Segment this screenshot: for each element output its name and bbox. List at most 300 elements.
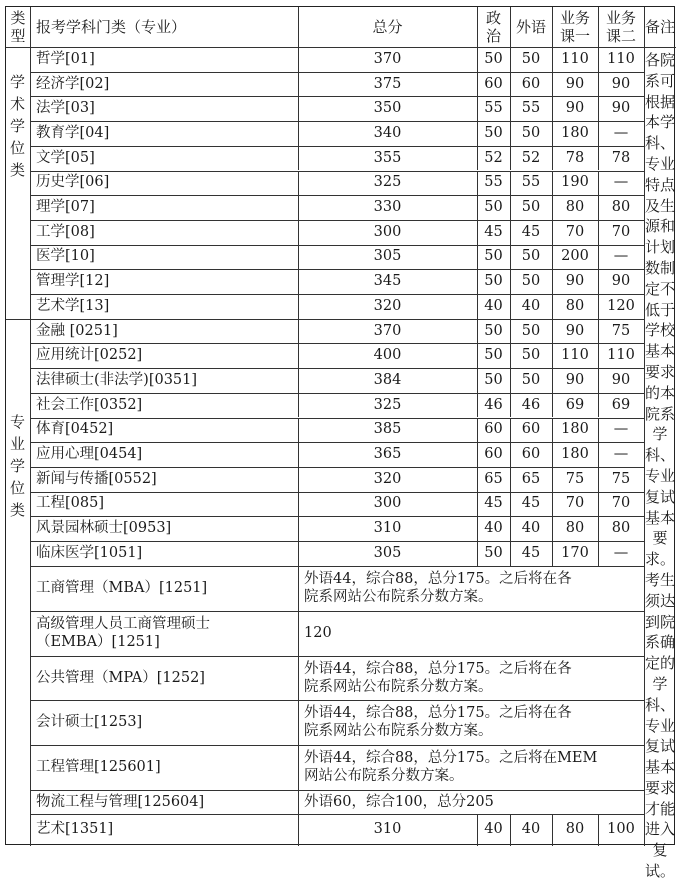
column-divider [298, 146, 299, 171]
table-row-total: 325 [373, 174, 402, 191]
table-row-course2: — [613, 544, 629, 561]
column-divider [298, 294, 299, 319]
column-divider [510, 220, 511, 245]
column-divider [598, 171, 599, 196]
table-row-subject: 管理学[12] [36, 273, 110, 290]
column-divider [598, 146, 599, 171]
table-row-subject [30, 566, 298, 611]
table-row-total: 305 [373, 544, 402, 561]
column-divider [598, 96, 599, 121]
column-divider [552, 96, 553, 121]
table-row-total: 355 [373, 149, 402, 166]
table-row-course2: 110 [607, 50, 635, 67]
table-row-politics: 60 [484, 446, 503, 463]
table-row-subject: 艺术[1351] [36, 821, 114, 838]
table-row-course1: 170 [561, 544, 589, 561]
column-divider [298, 492, 299, 517]
column-divider [552, 368, 553, 393]
subject-line: 公共管理（MPA）[1252] [36, 669, 205, 686]
table-row-politics: 46 [484, 396, 503, 413]
table-row-course2: 78 [611, 149, 631, 166]
column-divider [298, 96, 299, 121]
table-row-course2: 90 [611, 100, 631, 117]
column-divider [477, 245, 478, 270]
header-politics-text: 政治 [485, 9, 501, 45]
table-row-subject: 新闻与传播[0552] [36, 470, 157, 487]
table-row-politics: 50 [484, 347, 503, 364]
table-row-politics: 50 [484, 322, 503, 339]
group-professional [6, 319, 30, 846]
table-row-foreign: 40 [521, 821, 541, 838]
table-row-course2: 100 [607, 821, 635, 838]
detail-line: 外语44，综合88，总分175。之后将在各 [304, 660, 572, 677]
table-row-course1: 70 [565, 223, 585, 240]
table-row-politics: 45 [484, 223, 503, 240]
table-row-politics: 52 [484, 149, 503, 166]
table-row-politics: 60 [484, 421, 503, 438]
table-row-course1: 110 [561, 50, 589, 67]
table-row-course2: 70 [611, 223, 631, 240]
column-divider [510, 96, 511, 121]
column-divider [552, 72, 553, 97]
score-requirements-table [5, 6, 676, 881]
column-divider [477, 171, 478, 196]
column-divider [598, 442, 599, 467]
column-divider [598, 393, 599, 418]
table-row-total: 320 [373, 470, 402, 487]
column-divider [510, 442, 511, 467]
header-course1-text: 业务课一 [559, 9, 590, 45]
column-divider [598, 319, 599, 344]
table-row-foreign: 50 [521, 322, 541, 339]
table-row-course1: 75 [565, 470, 585, 487]
header-politics [477, 7, 510, 47]
column-divider [598, 814, 599, 846]
column-divider [598, 7, 599, 47]
table-row-course2: 70 [611, 495, 631, 512]
table-row-course1: 200 [561, 248, 589, 265]
table-row-subject: 教育学[04] [36, 124, 110, 141]
table-row-subject: 法学[03] [36, 100, 95, 117]
column-divider [598, 245, 599, 270]
group-academic-text: 学术学位类 [10, 73, 26, 179]
column-divider [298, 7, 299, 47]
column-divider [510, 72, 511, 97]
group-academic [6, 47, 30, 319]
column-divider [477, 195, 478, 220]
table-row-foreign: 65 [521, 470, 541, 487]
subject-line: 高级管理人员工商管理硕士 [36, 616, 210, 633]
subject-line: 工程管理[125601] [36, 759, 161, 776]
table-row-subject: 金融 [0251] [36, 322, 118, 339]
table-row-course2: 90 [611, 75, 631, 92]
table-row-subject: 法律硕士(非法学)[0351] [36, 371, 198, 388]
column-divider [552, 319, 553, 344]
table-row-subject: 工学[08] [36, 223, 95, 240]
column-divider [477, 516, 478, 541]
column-divider [598, 220, 599, 245]
column-divider [598, 343, 599, 368]
column-divider [510, 146, 511, 171]
table-row-course1: 80 [565, 520, 585, 537]
table-row-course1: 80 [565, 297, 585, 314]
column-divider [510, 343, 511, 368]
table-row-foreign: 50 [521, 347, 541, 364]
table-row-politics: 50 [484, 199, 503, 216]
table-row-course2: — [613, 446, 629, 463]
column-divider [477, 294, 478, 319]
header-total: 总分 [372, 17, 403, 36]
column-divider [552, 294, 553, 319]
column-divider [510, 467, 511, 492]
column-divider [510, 814, 511, 846]
column-divider [552, 195, 553, 220]
table-row-politics: 40 [484, 821, 503, 838]
table-row-course1: 90 [565, 273, 585, 290]
column-divider [298, 319, 299, 344]
column-divider [477, 7, 478, 47]
table-row-course1: 70 [565, 495, 585, 512]
column-divider [298, 467, 299, 492]
column-divider [298, 541, 299, 566]
detail-line: 外语60，综合100，总分205 [304, 793, 494, 810]
column-divider [477, 96, 478, 121]
column-divider [510, 319, 511, 344]
table-row-foreign: 45 [521, 495, 541, 512]
table-row-subject: 工程[085] [36, 495, 104, 512]
column-divider [552, 442, 553, 467]
column-divider [298, 171, 299, 196]
table-row-course2: 120 [607, 297, 635, 314]
table-row-merged-detail [298, 790, 644, 814]
column-divider [552, 343, 553, 368]
row-divider [644, 47, 676, 48]
table-row-foreign: 46 [521, 396, 541, 413]
header-type [6, 7, 30, 47]
subject-line: （EMBA）[1251] [36, 634, 160, 651]
table-row-subject: 应用统计[0252] [36, 347, 143, 364]
table-row-subject: 体育[0452] [36, 421, 114, 438]
table-row-politics: 50 [484, 544, 503, 561]
column-divider [598, 72, 599, 97]
column-divider [298, 442, 299, 467]
table-row-course2: 110 [607, 347, 635, 364]
column-divider [552, 541, 553, 566]
column-divider [552, 269, 553, 294]
column-divider [477, 393, 478, 418]
column-divider [644, 7, 645, 846]
table-row-course1: 190 [561, 174, 589, 191]
table-row-merged-detail [298, 611, 644, 656]
column-divider [552, 7, 553, 47]
table-row-course1: 90 [565, 371, 585, 388]
column-divider [598, 269, 599, 294]
subject-line: 物流工程与管理[125604] [36, 793, 205, 810]
table-row-merged-detail [298, 745, 644, 790]
column-divider [477, 541, 478, 566]
table-row-subject [30, 745, 298, 790]
table-row-course2: — [613, 421, 629, 438]
column-divider [598, 541, 599, 566]
note-text: 各院系可根据本学科、专业特点及生源和计划数制定不低于学校基本要求的本院系学科、专业复试基本要求。考生须达到院系确定的学科、专业复试基本要求才能进入复试。 [645, 51, 676, 881]
column-divider [552, 516, 553, 541]
table-row-politics: 50 [484, 124, 503, 141]
column-divider [298, 790, 299, 814]
column-divider [477, 72, 478, 97]
table-row-course2: 80 [611, 199, 631, 216]
table-row-foreign: 50 [521, 50, 541, 67]
table-row-total: 375 [373, 75, 402, 92]
table-row-foreign: 52 [521, 149, 541, 166]
table-row-course1: 180 [561, 446, 589, 463]
column-divider [298, 195, 299, 220]
detail-line: 120 [304, 625, 332, 642]
column-divider [552, 418, 553, 443]
table-row-subject [30, 656, 298, 700]
column-divider [298, 269, 299, 294]
table-row-course2: 69 [611, 396, 631, 413]
table-row-course1: 90 [565, 100, 585, 117]
column-divider [552, 467, 553, 492]
table-row-politics: 50 [484, 248, 503, 265]
table-row-subject: 经济学[02] [36, 75, 110, 92]
column-divider [598, 492, 599, 517]
column-divider [298, 814, 299, 846]
table-row-course1: 180 [561, 124, 589, 141]
column-divider [552, 245, 553, 270]
table-row-total: 300 [373, 495, 402, 512]
column-divider [598, 418, 599, 443]
table-row-total: 340 [373, 124, 402, 141]
table-row-foreign: 50 [521, 124, 541, 141]
table-row-subject: 文学[05] [36, 149, 95, 166]
table-row-foreign: 50 [521, 371, 541, 388]
column-divider [552, 814, 553, 846]
table-row-course2: — [613, 248, 629, 265]
column-divider [598, 195, 599, 220]
detail-line: 院系网站公布院系分数方案。 [304, 678, 493, 695]
table-row-total: 330 [373, 199, 402, 216]
column-divider [298, 516, 299, 541]
column-divider [477, 442, 478, 467]
column-divider [510, 492, 511, 517]
column-divider [552, 220, 553, 245]
table-row-total: 305 [373, 248, 402, 265]
table-row-total: 310 [373, 821, 402, 838]
table-row-merged-detail [298, 700, 644, 745]
table-row-course2: 90 [611, 273, 631, 290]
detail-line: 院系网站公布院系分数方案。 [304, 589, 493, 606]
table-row-course1: 90 [565, 75, 585, 92]
column-divider [477, 269, 478, 294]
column-divider [298, 393, 299, 418]
table-row-foreign: 45 [521, 544, 541, 561]
column-divider [598, 294, 599, 319]
column-divider [298, 343, 299, 368]
column-divider [598, 47, 599, 72]
table-row-foreign: 60 [521, 75, 541, 92]
table-row-politics: 60 [484, 75, 503, 92]
table-row-subject: 社会工作[0352] [36, 396, 143, 413]
table-row-politics: 50 [484, 371, 503, 388]
detail-line: 外语44，综合88，总分175。之后将在各 [304, 705, 572, 722]
table-row-subject [30, 611, 298, 656]
table-row-subject [30, 700, 298, 745]
table-row-subject: 哲学[01] [36, 50, 95, 67]
table-row-foreign: 40 [521, 297, 541, 314]
table-row-total: 310 [373, 520, 402, 537]
table-row-politics: 55 [484, 100, 503, 117]
column-divider [510, 269, 511, 294]
table-row-subject: 艺术学[13] [36, 297, 110, 314]
column-divider [298, 566, 299, 611]
table-row-course1: 69 [565, 396, 585, 413]
group-professional-text: 专业学位类 [10, 413, 26, 519]
column-divider [510, 171, 511, 196]
table-row-course2: — [613, 124, 629, 141]
detail-line: 院系网站公布院系分数方案。 [304, 723, 493, 740]
column-divider [298, 245, 299, 270]
column-divider [298, 220, 299, 245]
table-row-politics: 65 [484, 470, 503, 487]
column-divider [598, 516, 599, 541]
header-foreign: 外语 [515, 17, 546, 36]
column-divider [477, 220, 478, 245]
column-divider [552, 492, 553, 517]
column-divider [552, 393, 553, 418]
column-divider [598, 368, 599, 393]
column-divider [598, 467, 599, 492]
column-divider [477, 467, 478, 492]
column-divider [510, 418, 511, 443]
column-divider [298, 745, 299, 790]
table-row-total: 365 [373, 446, 402, 463]
column-divider [477, 418, 478, 443]
column-divider [552, 47, 553, 72]
table-row-foreign: 45 [521, 223, 541, 240]
table-row-foreign: 60 [521, 446, 541, 463]
table-row-foreign: 55 [521, 100, 541, 117]
column-divider [298, 368, 299, 393]
table-row-total: 370 [373, 322, 402, 339]
column-divider [477, 121, 478, 146]
column-divider [477, 814, 478, 846]
column-divider [477, 343, 478, 368]
table-row-total: 320 [373, 297, 402, 314]
header-note: 备注 [644, 17, 675, 36]
table-row-course1: 80 [565, 199, 585, 216]
table-row-foreign: 50 [521, 273, 541, 290]
column-divider [510, 516, 511, 541]
column-divider [477, 47, 478, 72]
table-row-course1: 90 [565, 322, 585, 339]
column-divider [552, 146, 553, 171]
detail-line: 网站公布院系分数方案。 [304, 768, 464, 785]
table-row-total: 400 [373, 347, 402, 364]
column-divider [598, 121, 599, 146]
table-row-course2: 75 [611, 470, 631, 487]
table-row-merged-detail [298, 656, 644, 700]
header-course2 [598, 7, 644, 47]
column-divider [477, 319, 478, 344]
subject-line: 工商管理（MBA）[1251] [36, 580, 208, 597]
table-row-course2: — [613, 174, 629, 191]
column-divider [510, 121, 511, 146]
column-divider [477, 146, 478, 171]
table-row-politics: 55 [484, 174, 503, 191]
table-row-subject: 应用心理[0454] [36, 446, 143, 463]
column-divider [510, 245, 511, 270]
table-row-politics: 50 [484, 50, 503, 67]
table-row-foreign: 50 [521, 248, 541, 265]
column-divider [510, 368, 511, 393]
column-divider [552, 121, 553, 146]
table-row-subject [30, 790, 298, 814]
table-row-total: 384 [373, 371, 402, 388]
table-row-foreign: 55 [521, 174, 541, 191]
table-row-merged-detail [298, 566, 644, 611]
column-divider [298, 72, 299, 97]
table-row-politics: 40 [484, 297, 503, 314]
table-row-total: 300 [373, 223, 402, 240]
header-subject: 报考学科门类（专业） [36, 17, 187, 36]
column-divider [510, 195, 511, 220]
table-row-course2: 80 [611, 520, 631, 537]
table-row-foreign: 50 [521, 199, 541, 216]
table-row-subject: 历史学[06] [36, 174, 110, 191]
table-row-total: 350 [373, 100, 402, 117]
table-row-foreign: 60 [521, 421, 541, 438]
table-row-course1: 110 [561, 347, 589, 364]
detail-line: 外语44，综合88，总分175。之后将在MEM [304, 750, 598, 767]
table-row-total: 385 [373, 421, 402, 438]
table-row-course1: 78 [565, 149, 585, 166]
table-row-course1: 80 [565, 821, 585, 838]
column-divider [298, 47, 299, 72]
column-divider [477, 492, 478, 517]
column-divider [510, 7, 511, 47]
header-course2-text: 业务课二 [605, 9, 636, 45]
note-column [644, 47, 676, 881]
header-course1 [552, 7, 598, 47]
column-divider [510, 294, 511, 319]
column-divider [510, 47, 511, 72]
column-divider [510, 393, 511, 418]
column-divider [552, 171, 553, 196]
header-type-text: 类型 [10, 9, 26, 45]
table-row-total: 345 [373, 273, 402, 290]
subject-line: 会计硕士[1253] [36, 714, 143, 731]
table-row-politics: 45 [484, 495, 503, 512]
table-row-subject: 理学[07] [36, 199, 95, 216]
column-divider [298, 418, 299, 443]
table-row-course1: 180 [561, 421, 589, 438]
table-row-politics: 50 [484, 273, 503, 290]
detail-line: 外语44，综合88，总分175。之后将在各 [304, 571, 572, 588]
column-divider [298, 700, 299, 745]
column-divider [510, 541, 511, 566]
table-row-subject: 医学[10] [36, 248, 95, 265]
table-row-total: 370 [373, 50, 402, 67]
column-divider [298, 611, 299, 656]
table-row-course2: 90 [611, 371, 631, 388]
table-row-course2: 75 [611, 322, 631, 339]
column-divider [477, 368, 478, 393]
table-row-total: 325 [373, 396, 402, 413]
table-row-subject: 临床医学[1051] [36, 544, 143, 561]
column-divider [298, 656, 299, 700]
table-row-subject: 风景园林硕士[0953] [36, 520, 172, 537]
